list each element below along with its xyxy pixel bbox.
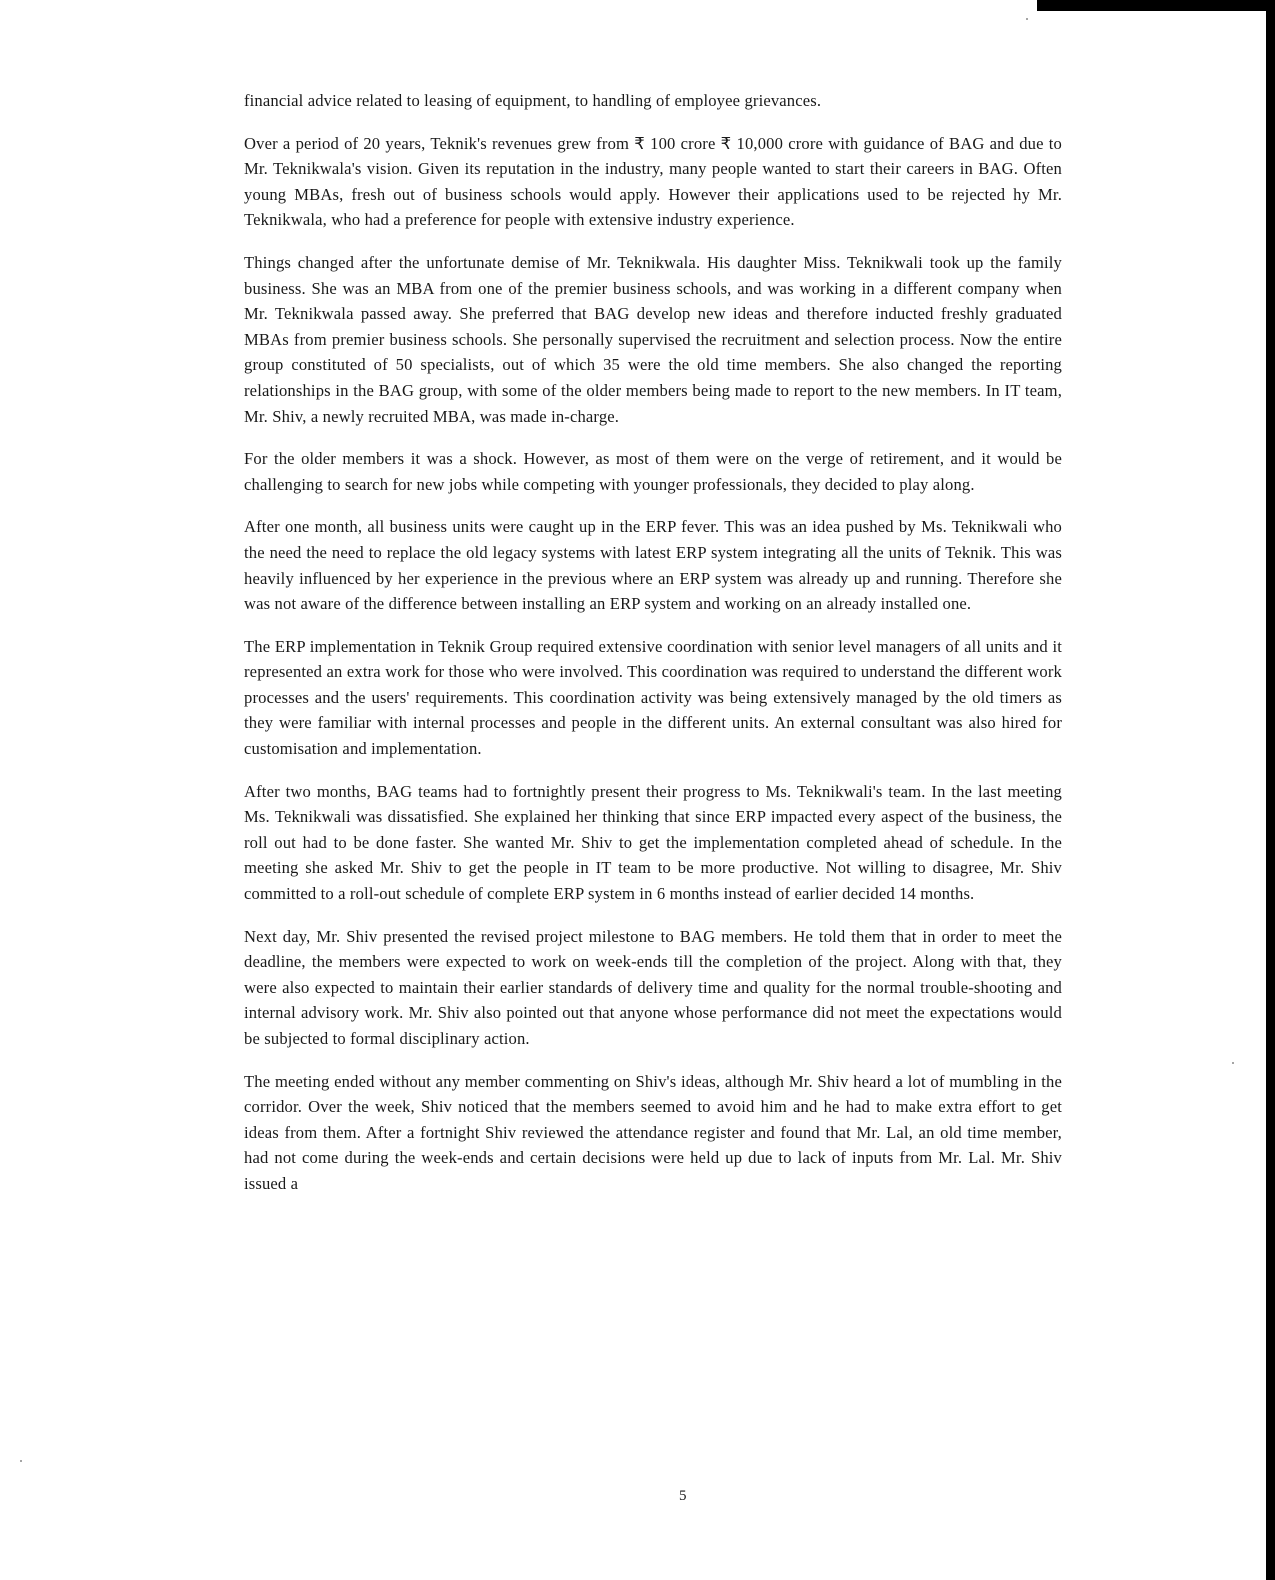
paragraph-3: Things changed after the unfortunate demise of Mr. Teknikwala. His daughter Miss. Teknikwali took up the family business. She was an MBA from one of the premier business schools, and was working in a different company when Mr. Teknikwala passed away. She preferred that BAG develop new ideas and therefore inducted freshly graduated MBAs from premier business schools. She personally supervised the recruitment and selection process. Now the entire group constituted of 50 specialists, out of which 35 were the old time members. She also changed the reporting relationships in the BAG group, with some of the older members being made to report to the new members. In IT team, Mr. Shiv, a newly recruited MBA, was made in-charge. [244, 252, 1062, 426]
document-body [244, 88, 1062, 1214]
paragraph-9: The meeting ended without any member commenting on Shiv's ideas, although Mr. Shiv heard a lot of mumbling in the corridor. Over the week, Shiv noticed that the members seemed to avoid him and he had to make extra effort to get ideas from them. After a fortnight Shiv reviewed the attendance register and found that Mr. Lal, an old time member, had not come during the week-ends and certain decisions were held up due to lack of inputs from Mr. Lal. Mr. Shiv issued a [244, 1071, 1062, 1193]
paragraph-8: Next day, Mr. Shiv presented the revised project milestone to BAG members. He told them that in order to meet the deadline, the members were expected to work on week-ends till the completion of the project. Along with that, they were also expected to maintain their earlier standards of delivery time and quality for the normal trouble-shooting and internal advisory work. Mr. Shiv also pointed out that anyone whose performance did not meet the expectations would be subjected to formal disciplinary action. [244, 926, 1062, 1048]
paragraph-7: After two months, BAG teams had to fortnightly present their progress to Ms. Teknikwali's team. In the last meeting Ms. Teknikwali was dissatisfied. She explained her thinking that since ERP impacted every aspect of the business, the roll out had to be done faster. She wanted Mr. Shiv to get the implementation completed ahead of schedule. In the meeting she asked Mr. Shiv to get the people in IT team to be more productive. Not willing to disagree, Mr. Shiv committed to a roll-out schedule of complete ERP system in 6 months instead of earlier decided 14 months. [244, 781, 1062, 904]
paragraph-1: financial advice related to leasing of equipment, to handling of employee grievances. [244, 91, 822, 110]
paragraph-6: The ERP implementation in Teknik Group required extensive coordination with senior level managers of all units and it represented an extra work for those who were involved. This coordination was required to understand the different work processes and the users' requirements. This coordination activity was being extensively managed by the old timers as they were familiar with internal processes and people in the different units. An external consultant was also hired for customisation and implementation. [244, 636, 1062, 759]
scan-speck [1026, 18, 1028, 20]
scan-edge-right-shadow [1266, 0, 1275, 1580]
page-number: 5 [679, 1488, 687, 1504]
paragraph-5: After one month, all business units were caught up in the ERP fever. This was an idea pushed by Ms. Teknikwali who the need the need to replace the old legacy systems with latest ERP system integrating all the units of Teknik. This was heavily influenced by her experience in the previous where an ERP system was already up and running. Therefore she was not aware of the difference between installing an ERP system and working on an already installed one. [244, 517, 1062, 614]
scan-speck [20, 1460, 22, 1462]
scan-speck [1232, 1062, 1234, 1064]
paragraph-4: For the older members it was a shock. However, as most of them were on the verge of retirement, and it would be challenging to search for new jobs while competing with younger professionals, they decided to play along. [244, 449, 1062, 494]
paragraph-2: Over a period of 20 years, Teknik's revenues grew from ₹ 100 crore ₹ 10,000 crore with guidance of BAG and due to Mr. Teknikwala's vision. Given its reputation in the industry, many people wanted to start their careers in BAG. Often young MBAs, fresh out of business schools would apply. However their applications used to be rejected hy Mr. Teknikwala, who had a preference for people with extensive industry experience. [244, 133, 1062, 230]
scan-edge-top-shadow [1037, 0, 1275, 11]
